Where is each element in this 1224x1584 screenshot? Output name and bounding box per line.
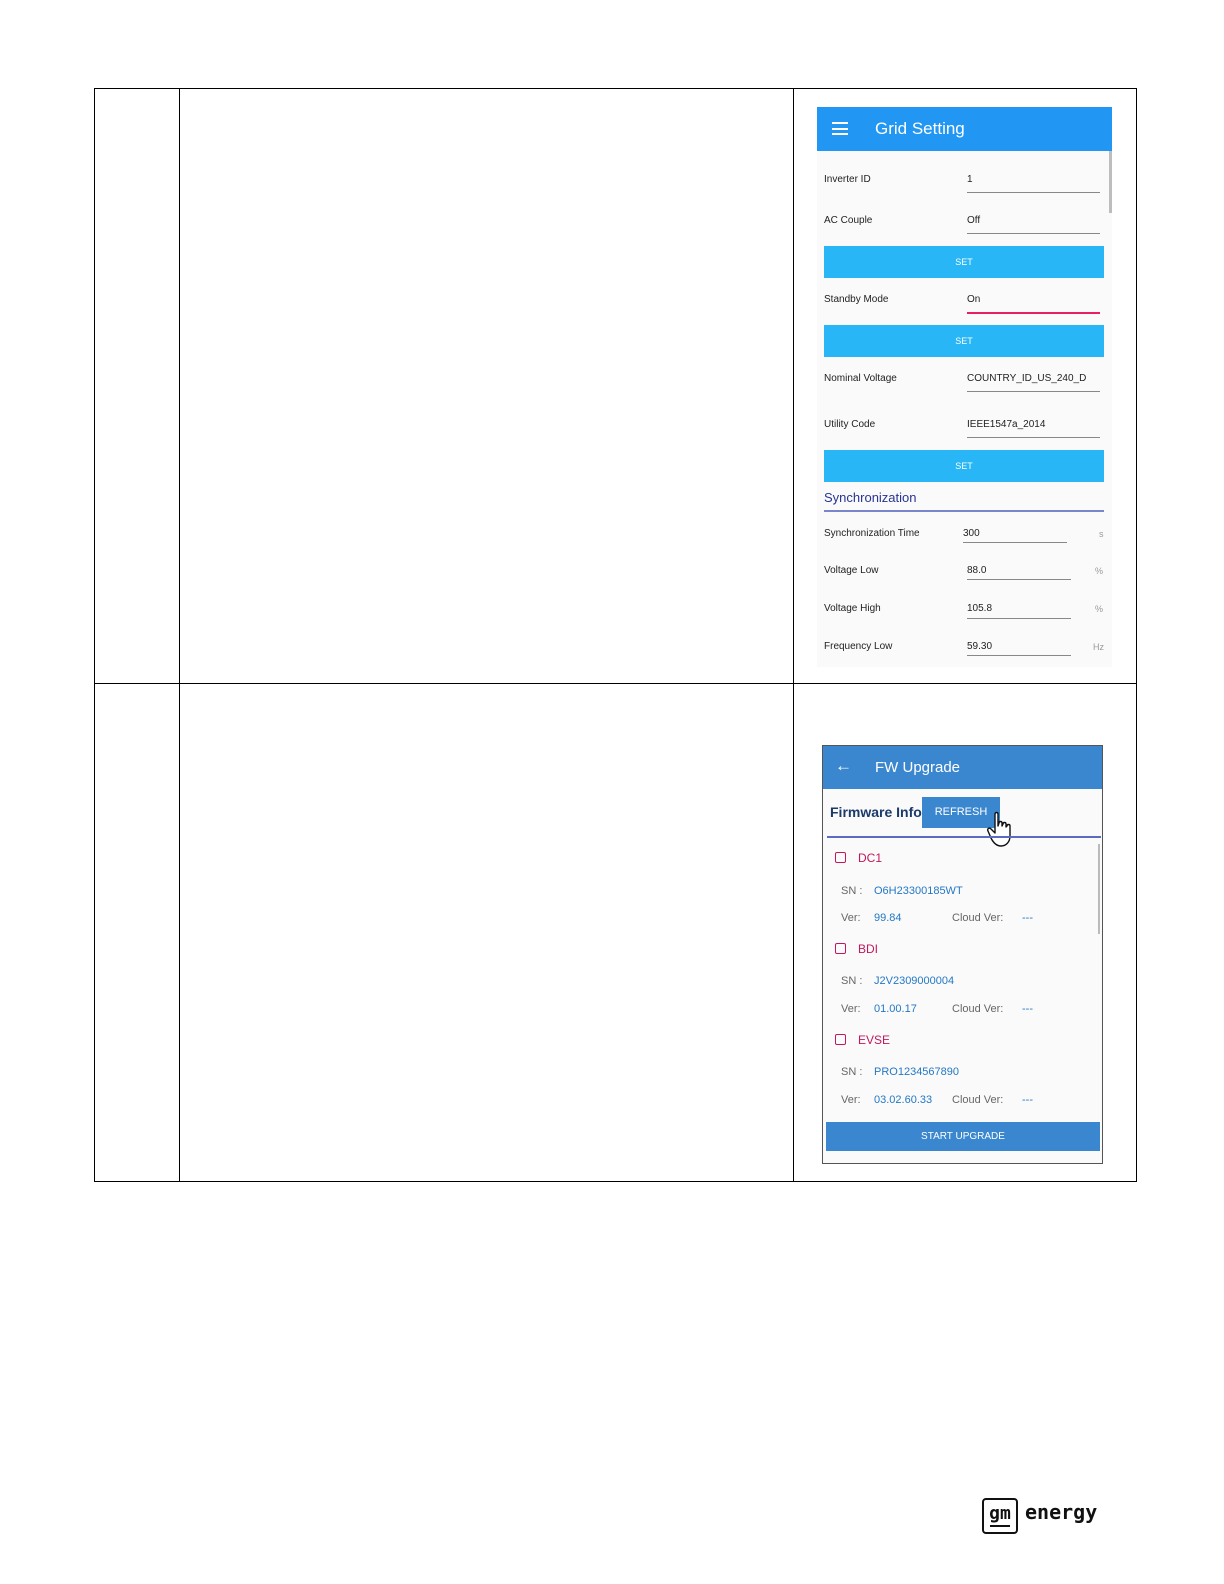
field-underline-active [967,312,1100,314]
nominal-voltage-field[interactable]: COUNTRY_ID_US_240_D [967,373,1087,384]
section-title: Synchronization [824,490,917,505]
cloud-version-value: --- [1022,1094,1033,1106]
firmware-info-heading: Firmware Info [830,804,922,820]
app-bar [823,746,1102,789]
menu-icon[interactable] [832,122,848,135]
field-underline [967,579,1071,580]
serial-number: O6H23300185WT [874,885,963,897]
field-label: Nominal Voltage [824,373,897,384]
unit-label: s [1099,529,1104,539]
field-label: Standby Mode [824,294,889,305]
field-label: Synchronization Time [824,528,920,539]
device-name: EVSE [858,1033,891,1047]
cloud-version-value: --- [1022,912,1033,924]
field-underline [967,655,1071,656]
field-label: Utility Code [824,419,876,430]
field-underline [967,437,1100,438]
back-arrow-icon[interactable]: ← [835,756,852,775]
sn-label: SN : [841,1066,863,1078]
refresh-button[interactable]: REFRESH [922,797,1000,828]
serial-number: PRO1234567890 [874,1066,960,1078]
fw-upgrade-screen [822,745,1103,1164]
field-label: Inverter ID [824,174,871,185]
cloud-ver-label: Cloud Ver: [952,912,1004,924]
field-label: Frequency Low [824,641,893,652]
unit-label: % [1095,566,1104,576]
field-label: Voltage Low [824,565,879,576]
serial-number: J2V2309000004 [874,975,955,987]
table-divider [94,683,1137,684]
evse-checkbox[interactable] [835,1034,846,1045]
cloud-version-value: --- [1022,1003,1033,1015]
field-underline [967,391,1100,392]
logo-underline [990,1525,1010,1527]
ver-label: Ver: [841,912,861,924]
field-underline [963,542,1067,543]
grid-setting-screen [817,107,1112,667]
version-value: 03.02.60.33 [874,1094,933,1106]
app-bar [817,107,1112,151]
sync-time-field[interactable]: 300 [963,528,980,539]
pointer-hand-icon [987,811,1017,849]
utility-code-field[interactable]: IEEE1547a_2014 [967,419,1046,430]
version-value: 99.84 [874,912,902,924]
scrollbar[interactable] [1098,844,1100,934]
cloud-ver-label: Cloud Ver: [952,1003,1004,1015]
gm-logo-mark [982,1498,1018,1534]
screen-title: FW Upgrade [875,759,961,776]
dc1-checkbox[interactable] [835,852,846,863]
set-button[interactable]: SET [824,246,1104,278]
field-label: Voltage High [824,603,881,614]
table-divider [179,88,180,1182]
field-underline [967,233,1100,234]
device-name: DC1 [858,851,883,865]
table-divider [793,88,794,1182]
unit-label: Hz [1093,642,1104,652]
field-label: AC Couple [824,215,873,226]
screen-title: Grid Setting [875,119,965,138]
field-underline [967,192,1100,193]
section-divider [827,836,1101,838]
start-upgrade-button[interactable]: START UPGRADE [826,1122,1100,1151]
device-name: BDI [858,942,879,956]
voltage-high-field[interactable]: 105.8 [967,603,993,614]
standby-mode-field[interactable]: On [967,294,981,305]
inverter-id-field[interactable]: 1 [967,174,973,185]
ver-label: Ver: [841,1094,861,1106]
frequency-low-field[interactable]: 59.30 [967,641,993,652]
cloud-ver-label: Cloud Ver: [952,1094,1004,1106]
version-value: 01.00.17 [874,1003,917,1015]
ver-label: Ver: [841,1003,861,1015]
unit-label: % [1095,604,1104,614]
sn-label: SN : [841,975,863,987]
ac-couple-field[interactable]: Off [967,215,981,226]
logo-wordmark: energy [1025,1500,1098,1524]
field-underline [967,618,1071,619]
bdi-checkbox[interactable] [835,943,846,954]
section-divider [824,510,1104,512]
sn-label: SN : [841,885,863,897]
set-button[interactable]: SET [824,450,1104,482]
scrollbar[interactable] [1109,151,1112,213]
voltage-low-field[interactable]: 88.0 [967,565,987,576]
logo-mark-text: gm [989,1503,1011,1524]
set-button[interactable]: SET [824,325,1104,357]
